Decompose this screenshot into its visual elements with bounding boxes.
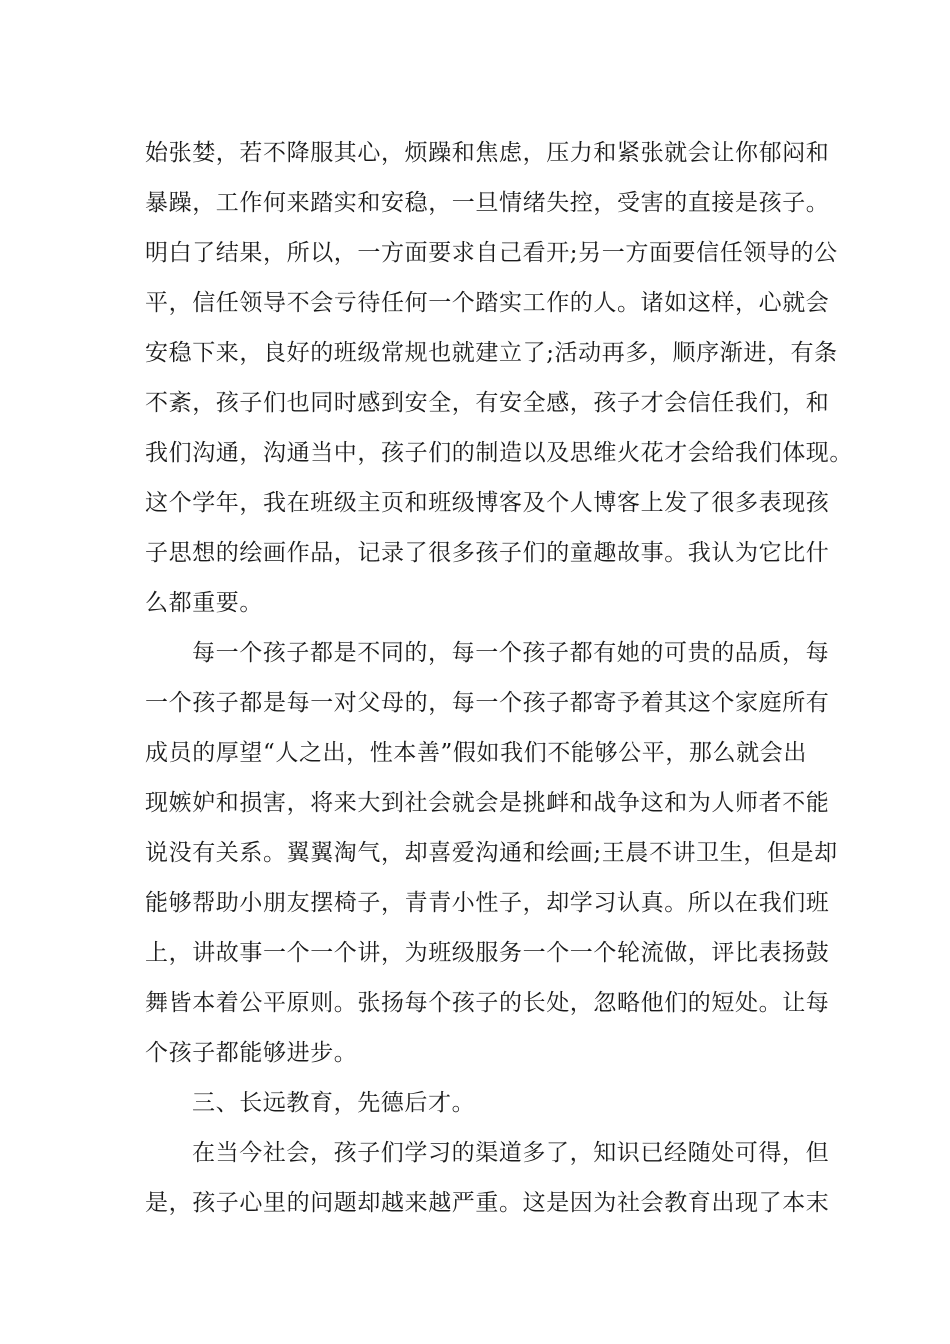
text-line: 是，孩子心里的问题却越来越严重。这是因为社会教育出现了本末 — [145, 1190, 830, 1216]
text-line: 一个孩子都是每一对父母的，每一个孩子都寄予着其这个家庭所有 — [145, 690, 830, 716]
text-line: 能够帮助小朋友摆椅子，青青小性子，却学习认真。所以在我们班 — [145, 890, 830, 916]
text-line: 舞皆本着公平原则。张扬每个孩子的长处，忽略他们的短处。让每 — [145, 990, 830, 1016]
text-line: 成员的厚望“人之出，性本善”假如我们不能够公平，那么就会出 — [145, 740, 807, 766]
text-line: 始张婪，若不降服其心，烦躁和焦虑，压力和紧张就会让你郁闷和 — [145, 140, 830, 166]
text-line: 我们沟通，沟通当中，孩子们的制造以及思维火花才会给我们体现。 — [145, 440, 853, 466]
text-line: 上，讲故事一个一个讲，为班级服务一个一个轮流做，评比表扬鼓 — [145, 940, 830, 966]
text-line: 明白了结果，所以，一方面要求自己看开;另一方面要信任领导的公 — [145, 240, 838, 266]
text-line: 个孩子都能够进步。 — [145, 1040, 358, 1066]
paragraph-start-line: 在当今社会，孩子们学习的渠道多了，知识已经随处可得，但 — [192, 1140, 830, 1166]
text-line: 说没有关系。翼翼淘气，却喜爱沟通和绘画;王晨不讲卫生，但是却 — [145, 840, 838, 866]
text-line: 平，信任领导不会亏待任何一个踏实工作的人。诸如这样，心就会 — [145, 290, 830, 316]
text-line: 不紊，孩子们也同时感到安全，有安全感，孩子才会信任我们，和 — [145, 390, 830, 416]
text-line: 么都重要。 — [145, 590, 263, 616]
text-line: 子思想的绘画作品，记录了很多孩子们的童趣故事。我认为它比什 — [145, 540, 830, 566]
text-line: 安稳下来，良好的班级常规也就建立了;活动再多，顺序渐进，有条 — [145, 340, 838, 366]
paragraph-start-line: 每一个孩子都是不同的，每一个孩子都有她的可贵的品质，每 — [192, 640, 830, 666]
section-heading: 三、长远教育，先德后才。 — [192, 1090, 476, 1116]
text-line: 暴躁，工作何来踏实和安稳，一旦情绪失控，受害的直接是孩子。 — [145, 190, 830, 216]
text-line: 这个学年，我在班级主页和班级博客及个人博客上发了很多表现孩 — [145, 490, 830, 516]
text-line: 现嫉妒和损害，将来大到社会就会是挑衅和战争这和为人师者不能 — [145, 790, 830, 816]
